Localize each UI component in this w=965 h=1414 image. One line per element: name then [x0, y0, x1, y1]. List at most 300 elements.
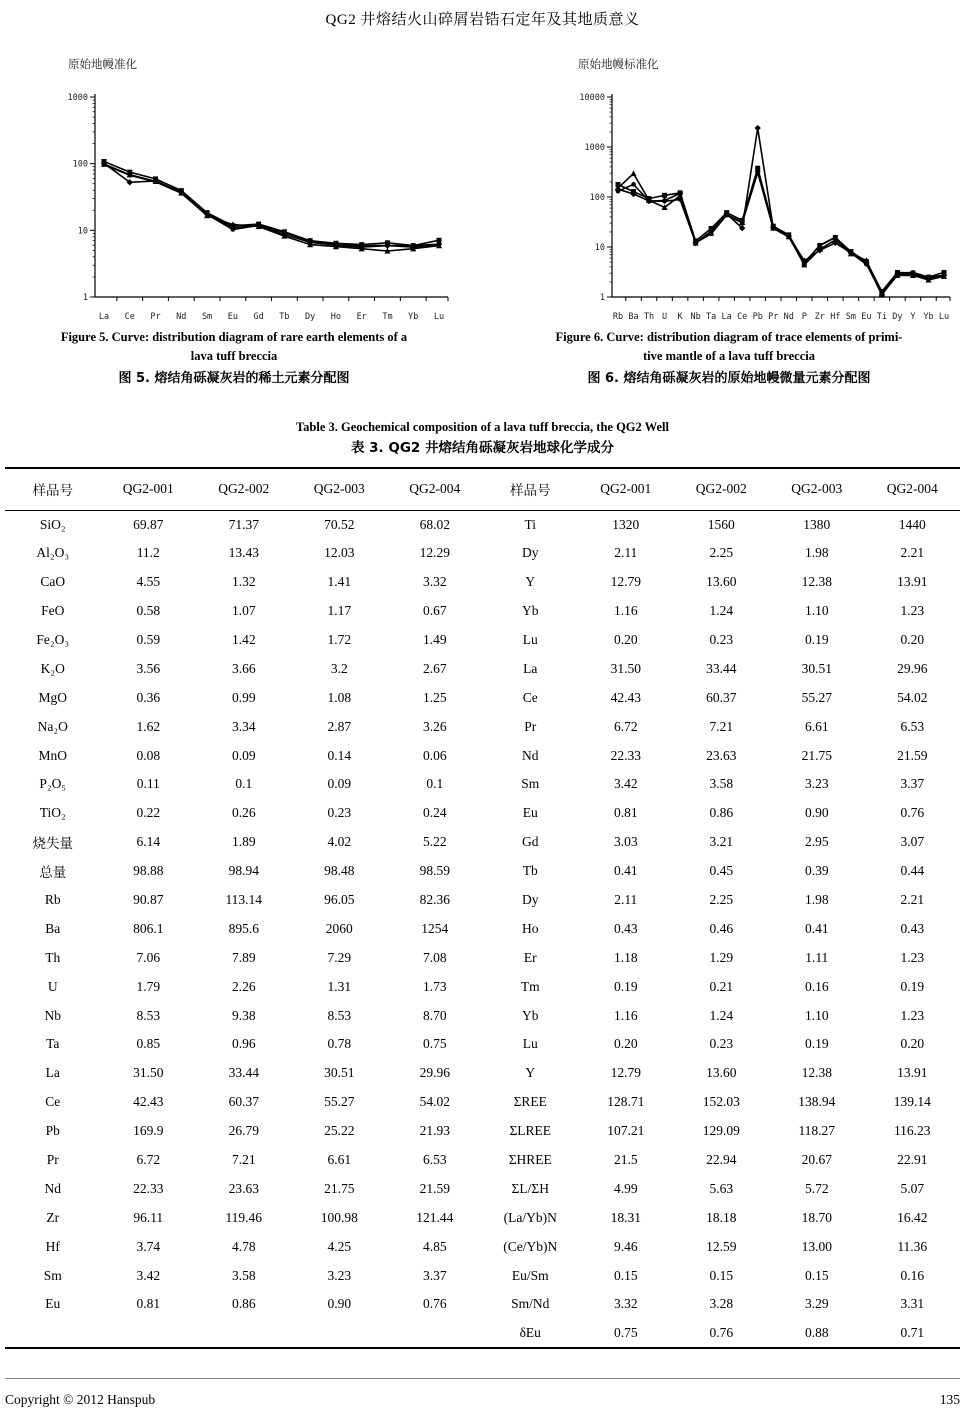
- element-label-cell: ΣLREE: [509, 1123, 552, 1139]
- element-label-cell: K₂O: [40, 660, 65, 676]
- value-cell: 100.98: [320, 1209, 358, 1225]
- value-cell: [387, 1319, 483, 1348]
- value-cell: 0.26: [231, 805, 256, 821]
- element-label-cell: ΣL/ΣH: [511, 1180, 549, 1196]
- element-label-cell: Sm: [43, 1267, 62, 1283]
- value-cell: [292, 1319, 388, 1348]
- value-cell: 0.06: [422, 747, 447, 763]
- table-row: [5, 568, 960, 597]
- value-cell: 1.11: [805, 949, 829, 965]
- value-cell: 1.98: [804, 545, 829, 561]
- column-header: QG2-004: [387, 468, 483, 510]
- element-label-cell: 总量: [39, 865, 67, 881]
- column-header: QG2-003: [769, 468, 865, 510]
- value-cell: 54.02: [897, 689, 928, 705]
- value-cell: 1.24: [709, 603, 734, 619]
- value-cell: 0.46: [709, 920, 734, 936]
- value-cell: 0.44: [900, 863, 925, 879]
- element-label-cell: Pr: [524, 718, 537, 734]
- figure5-caption-en-line1: Figure 5. Curve: distribution diagram of rare earth elements of a: [60, 330, 408, 344]
- value-cell: 22.91: [897, 1152, 928, 1168]
- value-cell: 1.72: [327, 632, 352, 647]
- value-cell: 3.58: [231, 1267, 256, 1283]
- value-cell: 1.16: [613, 1007, 638, 1023]
- value-cell: 30.51: [324, 1065, 355, 1081]
- value-cell: 2060: [325, 920, 353, 936]
- element-label-cell: MnO: [38, 747, 67, 763]
- value-cell: 9.38: [231, 1007, 256, 1023]
- value-cell: 5.72: [804, 1180, 829, 1196]
- value-cell: 0.71: [900, 1324, 925, 1340]
- value-cell: 138.94: [798, 1094, 836, 1110]
- element-label-cell: TiO₂: [39, 805, 66, 821]
- element-label-cell: La: [523, 660, 538, 676]
- value-cell: 5.07: [900, 1180, 925, 1196]
- table-row: [5, 1203, 960, 1232]
- value-cell: 25.22: [324, 1123, 355, 1139]
- value-cell: 8.53: [327, 1007, 352, 1023]
- value-cell: 1560: [707, 516, 735, 532]
- value-cell: 4.99: [613, 1180, 638, 1196]
- table-row: [5, 1088, 960, 1117]
- value-cell: 12.59: [706, 1238, 737, 1254]
- value-cell: 0.21: [709, 978, 734, 994]
- svg-text:10000: 10000: [579, 93, 605, 103]
- value-cell: 21.93: [419, 1123, 450, 1139]
- value-cell: 1380: [803, 516, 831, 532]
- svg-text:Nd: Nd: [783, 312, 794, 322]
- table-row: [5, 886, 960, 915]
- value-cell: 16.42: [897, 1209, 928, 1225]
- value-cell: 8.53: [136, 1007, 161, 1023]
- value-cell: 0.76: [422, 1296, 447, 1312]
- value-cell: 22.94: [706, 1152, 737, 1168]
- svg-text:Yb: Yb: [408, 312, 419, 322]
- value-cell: 69.87: [133, 516, 164, 532]
- element-label-cell: δEu: [519, 1324, 541, 1340]
- svg-text:Ho: Ho: [330, 312, 342, 322]
- value-cell: 0.45: [709, 863, 734, 879]
- table-row: [5, 1030, 960, 1059]
- table-row: [5, 712, 960, 741]
- value-cell: 3.2: [330, 660, 348, 676]
- value-cell: 0.19: [613, 978, 638, 994]
- column-header: QG2-002: [196, 468, 292, 510]
- value-cell: 22.33: [133, 1180, 164, 1196]
- value-cell: 98.94: [228, 863, 259, 879]
- value-cell: 29.96: [419, 1065, 450, 1081]
- column-header: QG2-002: [674, 468, 770, 510]
- value-cell: 0.36: [136, 689, 161, 705]
- value-cell: 4.55: [136, 574, 161, 590]
- element-label-cell: Ba: [45, 920, 61, 936]
- svg-text:1000: 1000: [584, 143, 605, 153]
- value-cell: 0.16: [900, 1267, 925, 1283]
- table-row: [5, 770, 960, 799]
- value-cell: 1.24: [709, 1007, 734, 1023]
- table-row: [5, 1001, 960, 1030]
- table-row: [5, 828, 960, 857]
- element-label-cell: 烧失量: [32, 836, 73, 852]
- value-cell: 806.1: [133, 920, 164, 936]
- value-cell: 33.44: [228, 1065, 259, 1081]
- svg-text:Lu: Lu: [938, 312, 950, 322]
- element-label-cell: Rb: [44, 892, 61, 908]
- footer-page-number: 135: [939, 1392, 960, 1407]
- svg-text:10: 10: [77, 226, 88, 237]
- svg-text:1: 1: [599, 293, 605, 303]
- column-header: QG2-001: [578, 468, 674, 510]
- table-row: [5, 1290, 960, 1319]
- table-row: [5, 1174, 960, 1203]
- value-cell: 0.15: [613, 1267, 638, 1283]
- svg-text:Yb: Yb: [923, 312, 934, 322]
- svg-text:Tb: Tb: [279, 312, 290, 322]
- value-cell: 7.08: [422, 949, 447, 965]
- value-cell: 0.09: [327, 776, 352, 792]
- svg-text:Ti: Ti: [876, 312, 888, 322]
- page-footer: [5, 1378, 960, 1408]
- value-cell: 0.67: [422, 603, 447, 619]
- value-cell: 0.23: [327, 805, 352, 821]
- element-label-cell: P₂O₅: [39, 776, 67, 792]
- svg-text:Y: Y: [910, 312, 916, 322]
- value-cell: 0.20: [900, 632, 925, 647]
- value-cell: 3.03: [613, 834, 638, 850]
- value-cell: 3.42: [136, 1267, 161, 1283]
- svg-text:Sm: Sm: [845, 312, 856, 322]
- value-cell: 6.14: [136, 834, 161, 850]
- value-cell: 1.23: [900, 949, 925, 965]
- svg-text:Pr: Pr: [768, 312, 779, 322]
- value-cell: 0.20: [613, 1036, 638, 1052]
- value-cell: 3.23: [804, 776, 829, 792]
- figure6-caption-zh: 图 6. 熔结角砾凝灰岩的原始地幔微量元素分配图: [587, 371, 871, 386]
- value-cell: 0.1: [235, 776, 253, 792]
- element-label-cell: Er: [523, 949, 537, 965]
- element-label-cell: Ho: [522, 920, 539, 936]
- svg-text:Zr: Zr: [814, 312, 825, 322]
- value-cell: 152.03: [702, 1094, 740, 1110]
- value-cell: 21.75: [324, 1180, 355, 1196]
- value-cell: 42.43: [133, 1094, 164, 1110]
- value-cell: 0.20: [900, 1036, 925, 1052]
- svg-text:Sm: Sm: [201, 312, 213, 322]
- figure6-axis-label: 原始地幔标准化: [578, 57, 659, 71]
- svg-text:K: K: [677, 312, 683, 322]
- table-row: [5, 1059, 960, 1088]
- value-cell: 0.08: [136, 747, 161, 763]
- table-title-zh: 表 3. QG2 井熔结角砾凝灰岩地球化学成分: [350, 440, 615, 456]
- svg-text:Pb: Pb: [752, 312, 763, 322]
- value-cell: 21.59: [419, 1180, 450, 1196]
- svg-text:La: La: [98, 312, 110, 322]
- value-cell: 4.85: [422, 1238, 447, 1254]
- value-cell: 1.23: [900, 603, 925, 619]
- figure5-caption-zh: 图 5. 熔结角砾凝灰岩的稀土元素分配图: [118, 371, 350, 386]
- table-row: [5, 1232, 960, 1261]
- table-row: [5, 914, 960, 943]
- value-cell: 107.21: [607, 1123, 645, 1139]
- value-cell: 1.23: [900, 1007, 925, 1023]
- svg-text:P: P: [801, 312, 807, 322]
- svg-text:Ce: Ce: [737, 312, 748, 322]
- svg-text:100: 100: [589, 193, 605, 203]
- element-label-cell: ΣHREE: [508, 1152, 552, 1168]
- footer-copyright: Copyright © 2012 Hanspub: [5, 1392, 156, 1407]
- header-row: [5, 468, 960, 510]
- value-cell: 0.22: [136, 805, 161, 821]
- table-row: [5, 510, 960, 539]
- value-cell: 5.22: [422, 834, 447, 850]
- value-cell: 55.27: [324, 1094, 355, 1110]
- value-cell: 23.63: [228, 1180, 259, 1196]
- value-cell: 13.91: [897, 1065, 928, 1081]
- figure5-caption-en-line2: lava tuff breccia: [190, 349, 278, 363]
- value-cell: 6.61: [327, 1152, 352, 1168]
- value-cell: 2.25: [709, 545, 734, 561]
- value-cell: 3.66: [231, 660, 256, 676]
- value-cell: 0.75: [422, 1036, 447, 1052]
- value-cell: 895.6: [228, 920, 259, 936]
- value-cell: 3.29: [804, 1296, 829, 1312]
- value-cell: 0.59: [136, 632, 161, 647]
- element-label-cell: Ce: [522, 689, 538, 705]
- value-cell: 21.59: [897, 747, 928, 763]
- element-label-cell: Na₂O: [37, 718, 68, 734]
- value-cell: 12.03: [324, 545, 355, 561]
- svg-text:Pr: Pr: [150, 312, 161, 322]
- value-cell: 96.11: [133, 1209, 164, 1225]
- value-cell: 0.24: [422, 805, 447, 821]
- value-cell: 60.37: [706, 689, 737, 705]
- element-label-cell: Lu: [522, 1036, 538, 1052]
- element-label-cell: Ce: [45, 1094, 61, 1110]
- value-cell: 3.42: [613, 776, 638, 792]
- value-cell: 0.90: [327, 1296, 352, 1312]
- value-cell: 13.43: [228, 545, 259, 561]
- value-cell: 113.14: [225, 892, 263, 908]
- trace-element-spider-chart: [570, 72, 962, 328]
- figure6-caption-en-line2: tive mantle of a lava tuff breccia: [643, 349, 815, 363]
- geochem-table: [5, 467, 960, 1349]
- table-row: [5, 799, 960, 828]
- element-label-cell: Al₂O₃: [36, 545, 70, 561]
- element-label-cell: Y: [525, 574, 536, 590]
- value-cell: 29.96: [897, 660, 928, 676]
- table-row: [5, 857, 960, 886]
- value-cell: 3.56: [136, 660, 161, 676]
- element-label-cell: FeO: [41, 603, 65, 619]
- value-cell: 2.21: [900, 892, 925, 908]
- value-cell: [101, 1319, 197, 1348]
- value-cell: 3.26: [422, 718, 447, 734]
- geochem-table-body: [5, 510, 960, 1348]
- value-cell: 1440: [898, 516, 926, 532]
- element-label-cell: Yb: [522, 1007, 539, 1023]
- element-label-cell: Eu: [45, 1296, 61, 1312]
- value-cell: 0.14: [327, 747, 352, 763]
- value-cell: 96.05: [324, 892, 355, 908]
- element-label-cell: Yb: [522, 603, 539, 619]
- value-cell: 2.87: [327, 718, 352, 734]
- value-cell: 1.25: [422, 689, 447, 705]
- table-row: [5, 597, 960, 626]
- value-cell: 1.16: [613, 603, 638, 619]
- value-cell: 98.48: [324, 863, 355, 879]
- value-cell: 0.09: [231, 747, 256, 763]
- value-cell: 2.67: [422, 660, 447, 676]
- value-cell: 12.38: [801, 574, 832, 590]
- value-cell: 55.27: [801, 689, 832, 705]
- svg-text:Eu: Eu: [861, 312, 872, 322]
- svg-text:Dy: Dy: [305, 312, 316, 322]
- value-cell: 11.2: [136, 545, 160, 561]
- value-cell: 4.78: [231, 1238, 256, 1254]
- value-cell: 0.16: [804, 978, 829, 994]
- value-cell: 2.95: [804, 834, 829, 850]
- element-label-cell: [5, 1319, 101, 1348]
- table-title: [0, 418, 965, 459]
- svg-text:Dy: Dy: [892, 312, 903, 322]
- value-cell: 0.43: [613, 920, 638, 936]
- value-cell: 3.31: [900, 1296, 925, 1312]
- value-cell: 20.67: [801, 1152, 832, 1168]
- value-cell: 0.1: [426, 776, 444, 792]
- element-label-cell: CaO: [40, 574, 66, 590]
- element-label-cell: Nd: [522, 747, 539, 763]
- element-label-cell: Pb: [45, 1123, 60, 1139]
- value-cell: 0.85: [136, 1036, 161, 1052]
- value-cell: 42.43: [610, 689, 641, 705]
- svg-text:Ce: Ce: [124, 312, 135, 322]
- value-cell: 0.20: [613, 632, 638, 647]
- value-cell: 1.17: [327, 603, 352, 619]
- element-label-cell: Eu: [522, 805, 538, 821]
- value-cell: 3.21: [709, 834, 734, 850]
- element-label-cell: Zr: [46, 1209, 60, 1225]
- value-cell: 7.06: [136, 949, 161, 965]
- figure6-caption: [503, 328, 955, 389]
- svg-text:Gd: Gd: [253, 312, 264, 322]
- value-cell: 0.41: [804, 920, 829, 936]
- value-cell: 5.63: [709, 1180, 734, 1196]
- element-label-cell: Dy: [522, 545, 539, 561]
- svg-text:1: 1: [82, 293, 88, 303]
- value-cell: 0.11: [136, 776, 160, 792]
- element-label-cell: Hf: [45, 1238, 60, 1254]
- value-cell: 13.00: [801, 1238, 832, 1254]
- value-cell: 0.96: [231, 1036, 256, 1052]
- table-row: [5, 741, 960, 770]
- element-label-cell: Gd: [522, 834, 539, 850]
- value-cell: 4.02: [327, 834, 352, 850]
- value-cell: 3.37: [900, 776, 925, 792]
- table-row: [5, 626, 960, 655]
- value-cell: 129.09: [702, 1123, 740, 1139]
- svg-text:10: 10: [594, 243, 605, 253]
- value-cell: 7.21: [709, 718, 734, 734]
- element-label-cell: La: [45, 1065, 60, 1081]
- value-cell: 0.43: [900, 920, 925, 936]
- value-cell: 7.89: [231, 949, 256, 965]
- value-cell: 2.21: [900, 545, 925, 561]
- element-label-cell: Pr: [46, 1152, 59, 1168]
- table-row: [5, 943, 960, 972]
- value-cell: 90.87: [133, 892, 164, 908]
- element-label-cell: ΣREE: [513, 1094, 547, 1110]
- svg-text:Ta: Ta: [706, 312, 717, 322]
- value-cell: 0.86: [231, 1296, 256, 1312]
- value-cell: 4.25: [327, 1238, 352, 1254]
- element-label-cell: Tm: [520, 978, 540, 994]
- svg-text:Er: Er: [356, 312, 367, 322]
- value-cell: 98.88: [133, 863, 164, 879]
- element-label-cell: Nd: [44, 1180, 61, 1196]
- value-cell: 6.61: [804, 718, 829, 734]
- figure6-caption-en-line1: Figure 6. Curve: distribution diagram of trace elements of primi-: [555, 330, 903, 344]
- svg-text:U: U: [662, 312, 668, 322]
- value-cell: 12.79: [610, 574, 641, 590]
- svg-text:100: 100: [72, 159, 88, 170]
- value-cell: 6.72: [136, 1152, 161, 1168]
- value-cell: 33.44: [706, 660, 737, 676]
- value-cell: 8.70: [422, 1007, 447, 1023]
- value-cell: 0.81: [613, 805, 638, 821]
- value-cell: 11.36: [897, 1238, 928, 1254]
- table-row: [5, 654, 960, 683]
- element-label-cell: Sm/Nd: [511, 1296, 550, 1312]
- value-cell: 121.44: [416, 1209, 454, 1225]
- value-cell: 2.11: [614, 545, 638, 561]
- value-cell: 128.71: [607, 1094, 645, 1110]
- value-cell: 0.19: [804, 1036, 829, 1052]
- value-cell: [196, 1319, 292, 1348]
- value-cell: 139.14: [893, 1094, 931, 1110]
- svg-text:Nb: Nb: [690, 312, 701, 322]
- table-row: [5, 683, 960, 712]
- value-cell: 60.37: [228, 1094, 259, 1110]
- value-cell: 21.5: [613, 1152, 638, 1168]
- svg-text:Hf: Hf: [830, 312, 841, 322]
- svg-text:1000: 1000: [67, 93, 88, 103]
- value-cell: 3.23: [327, 1267, 352, 1283]
- value-cell: 0.88: [804, 1324, 829, 1340]
- value-cell: 1.62: [136, 718, 161, 734]
- value-cell: 7.29: [327, 949, 352, 965]
- element-label-cell: SiO₂: [39, 516, 66, 532]
- value-cell: 0.23: [709, 1036, 734, 1052]
- value-cell: 169.9: [133, 1123, 164, 1139]
- value-cell: 3.32: [422, 574, 447, 590]
- value-cell: 0.19: [804, 632, 829, 647]
- value-cell: 6.72: [613, 718, 638, 734]
- value-cell: 13.60: [706, 574, 737, 590]
- element-label-cell: U: [47, 978, 58, 994]
- table-row: [5, 972, 960, 1001]
- value-cell: 12.79: [610, 1065, 641, 1081]
- value-cell: 23.63: [706, 747, 737, 763]
- value-cell: 13.60: [706, 1065, 737, 1081]
- value-cell: 6.53: [900, 718, 925, 734]
- value-cell: 13.91: [897, 574, 928, 590]
- column-header: QG2-001: [101, 468, 197, 510]
- value-cell: 18.70: [801, 1209, 832, 1225]
- value-cell: 0.19: [900, 978, 925, 994]
- value-cell: 1.31: [327, 978, 352, 994]
- value-cell: 0.90: [804, 805, 829, 821]
- value-cell: 0.23: [709, 632, 734, 647]
